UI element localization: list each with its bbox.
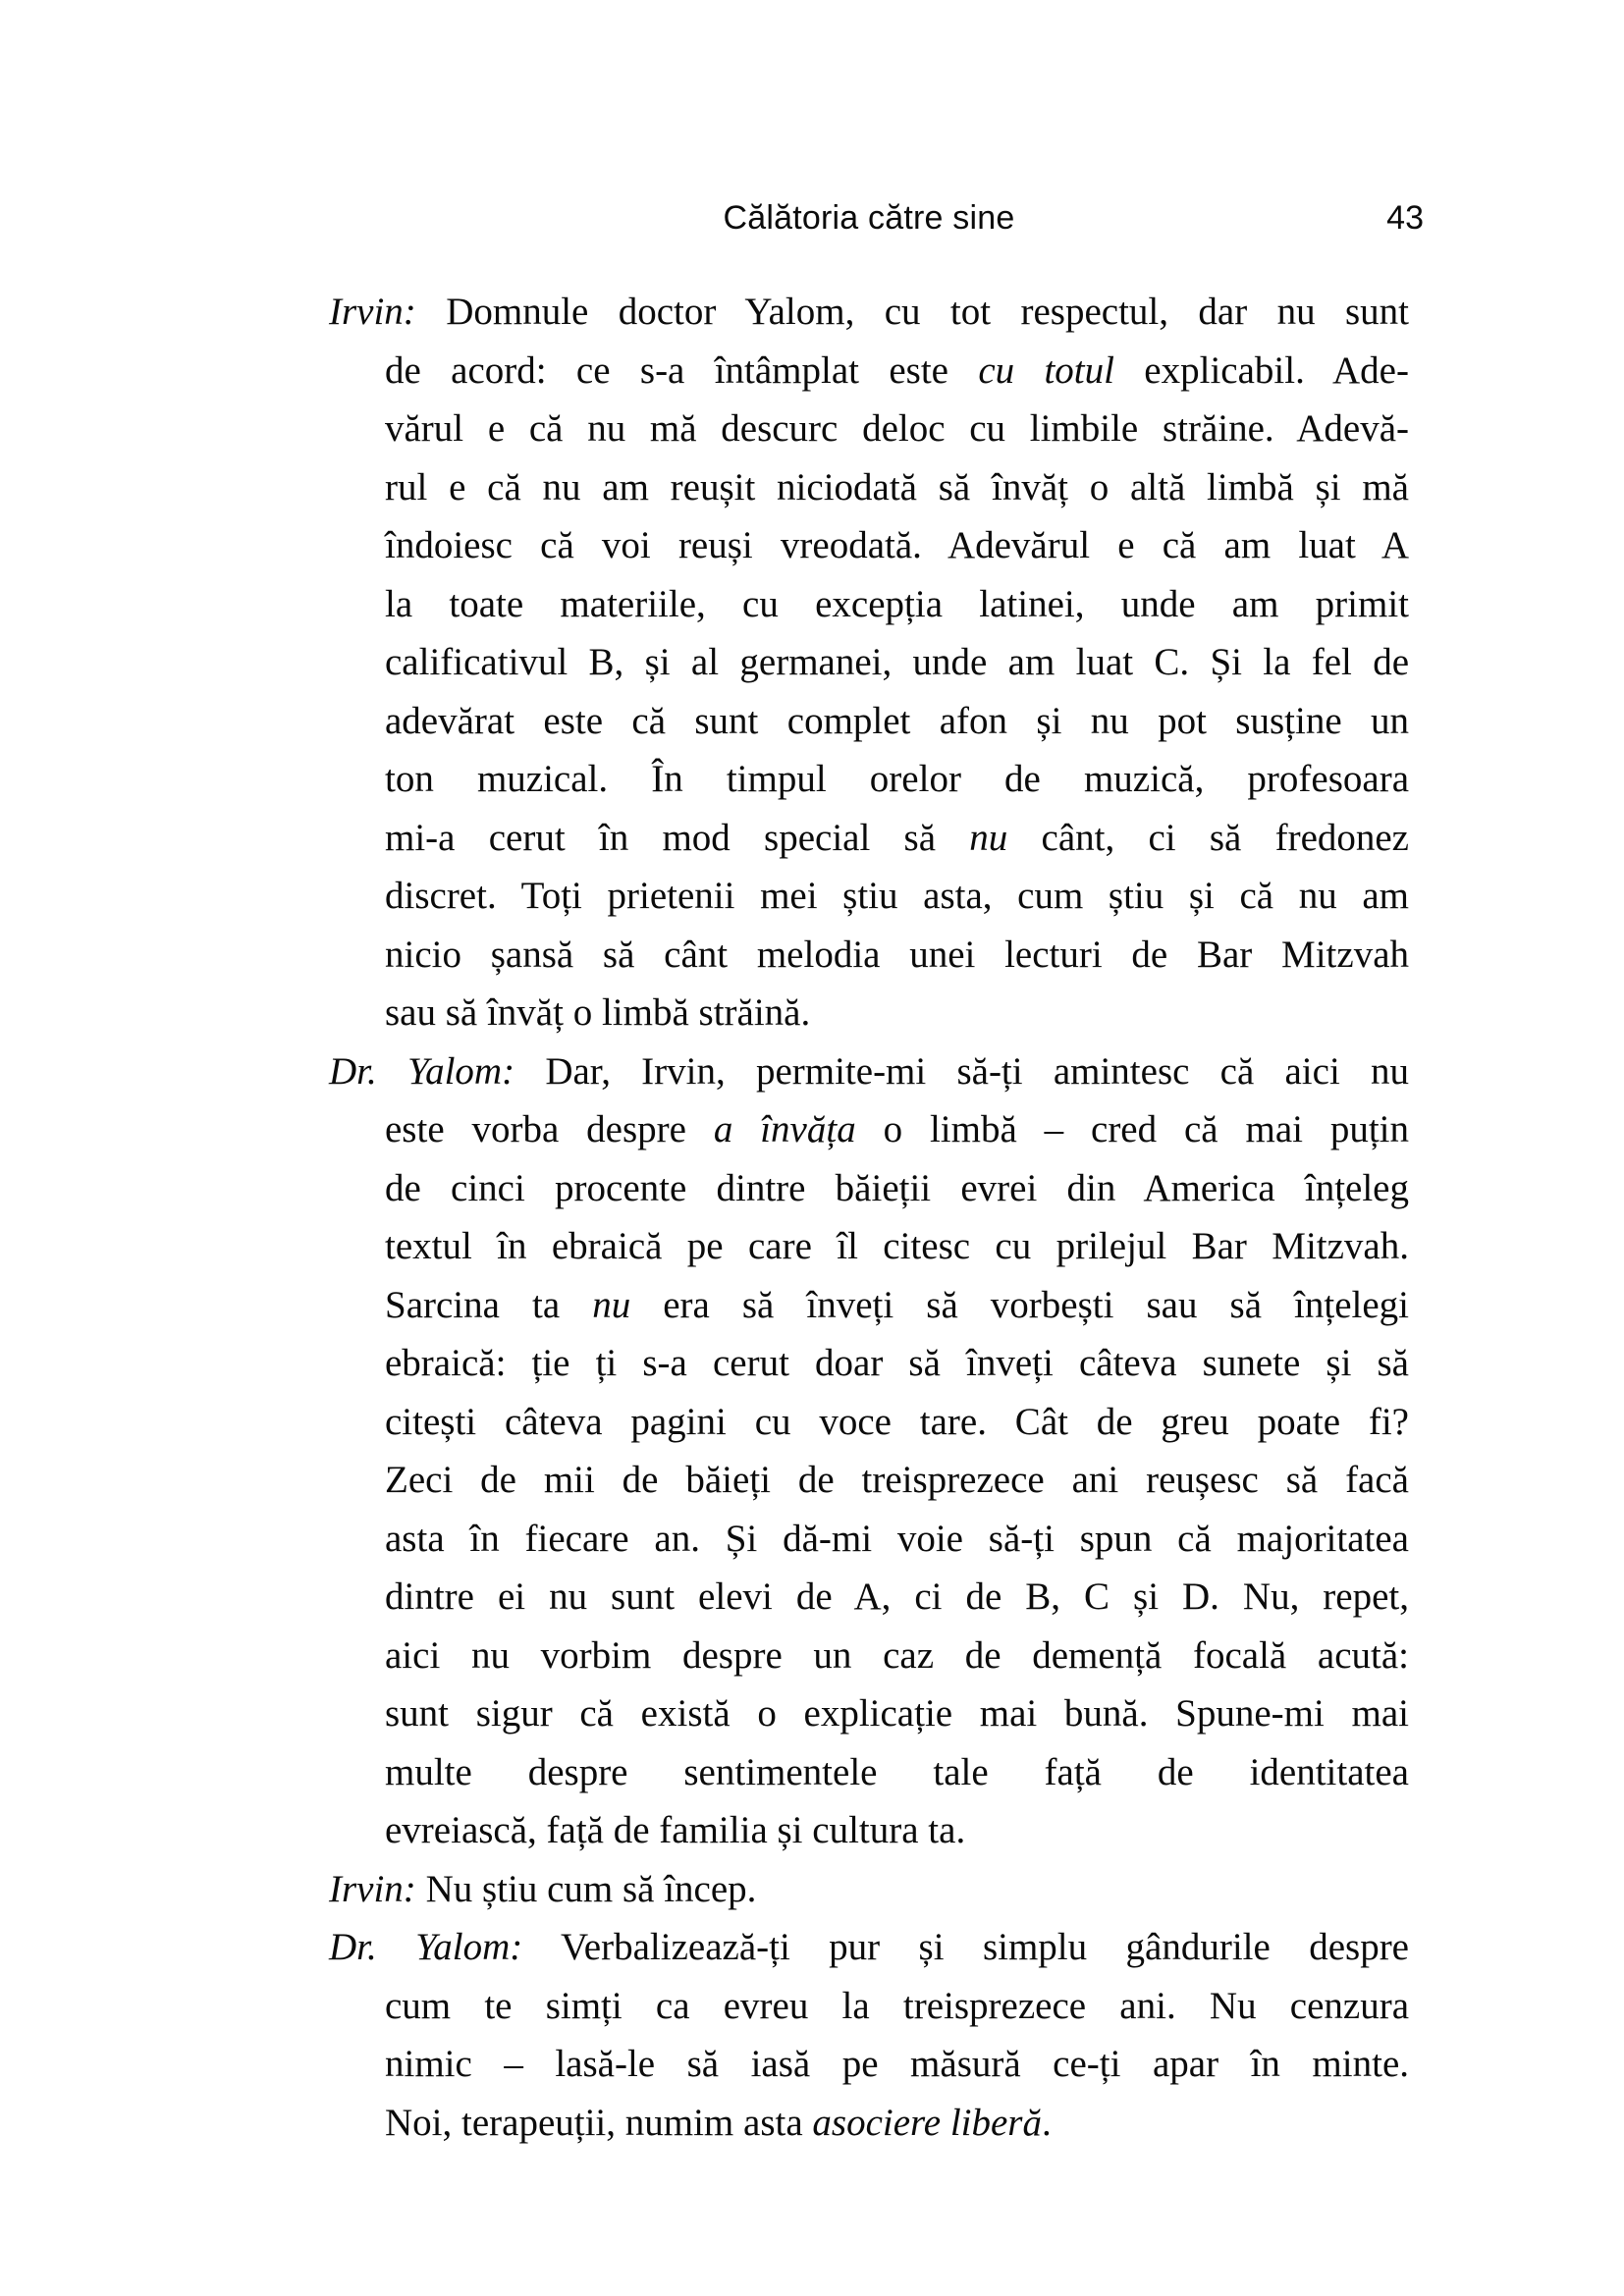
text-line [329,1217,1409,1276]
text-line [329,1918,1409,1977]
text-run: nicio șansă să cânt melodia unei lecturi de Bar Mitzvah [385,933,1409,976]
text-line [329,1684,1409,1743]
text-line [329,1276,1409,1335]
text-line [329,1042,1409,1101]
text-line [329,1393,1409,1452]
text-run: Zeci de mii de băieți de treisprezece ani reușesc să facă [385,1459,1409,1501]
text-line [329,400,1409,458]
page-header [329,197,1409,242]
dialogue-paragraph [329,1918,1409,2152]
text-run: mi-a cerut în mod special să [385,816,970,859]
text-line [329,458,1409,517]
text-line [329,867,1409,926]
text-run: ton muzical. În timpul orelor de muzică, profesoara [385,758,1409,800]
text-line [329,2035,1409,2094]
text-run: de cinci procente dintre băieții evrei din America înțeleg [385,1166,1409,1209]
italic-text: Dr. Yalom: [329,1049,515,1093]
text-line [329,1743,1409,1802]
text-run: textul în ebraică pe care îl citesc cu prilejul Bar Mitzvah. [385,1225,1409,1267]
italic-text: nu [969,816,1008,859]
italic-text: a învăța [713,1108,856,1150]
text-run: sau să învăț o limbă străină. [385,991,811,1034]
running-title: Călătoria către sine [723,199,1015,237]
italic-text: Irvin: [329,291,416,333]
text-line [329,516,1409,575]
text-line [329,984,1409,1042]
text-run: citești câteva pagini cu voce tare. Cât de greu poate fi? [385,1400,1409,1443]
text-line [329,2094,1409,2153]
text-run: de acord: ce s-a întâmplat este [385,348,979,392]
text-line [329,1977,1409,2036]
text-line [329,1334,1409,1393]
text-line [329,1801,1409,1860]
text-run: asta în fiecare an. Și dă-mi voie să-ți spun că majoritatea [385,1517,1409,1560]
text-run: adevărat este că sunt complet afon și nu pot susține un [385,699,1409,742]
text-line [329,283,1409,342]
text-run: la toate materiile, cu excepția latinei, unde am primit [385,582,1409,625]
italic-text: Dr. Yalom: [329,1926,523,1968]
text-line [329,633,1409,692]
text-run: Sarcina ta [385,1283,593,1326]
text-line [329,1159,1409,1218]
text-line [329,926,1409,985]
text-line [329,750,1409,809]
text-run: este vorba despre [385,1108,714,1150]
text-line [329,1860,1409,1919]
text-line [329,342,1409,400]
text-line [329,692,1409,751]
text-run: rul e că nu am reușit niciodată să învăț o altă limbă și mă [385,465,1409,508]
italic-text: cu totul [978,348,1114,392]
text-run: calificativul B, și al germanei, unde am luat C. Și la fel de [385,641,1409,683]
italic-text: Irvin: [329,1867,416,1910]
text-run: nimic – lasă-le să iasă pe măsură ce-ți apar în minte. [385,2043,1409,2085]
text-line [329,1451,1409,1510]
text-run: Nu știu cum să încep. [415,1867,757,1910]
text-run: sunt sigur că există o explicație mai bună. Spune-mi mai [385,1692,1409,1735]
text-line [329,1627,1409,1685]
text-line [329,575,1409,634]
text-line [329,809,1409,868]
dialogue-paragraph [329,1042,1409,1860]
text-run: Domnule doctor Yalom, cu tot respectul, dar nu sunt [415,291,1409,333]
text-run: discret. Toți prietenii mei știu asta, cum știu și că nu am [385,875,1409,917]
text-run: cânt, ci să fredonez [1007,816,1409,859]
text-line [329,1100,1409,1159]
dialogue-text [329,283,1409,2152]
text-line [329,1510,1409,1569]
dialogue-paragraph [329,283,1409,1042]
dialogue-paragraph [329,1860,1409,1919]
text-run: era să înveți să vorbești sau să înțelegi [630,1283,1410,1326]
text-run: . [1042,2101,1052,2144]
text-run: evreiască, față de familia și cultura ta. [385,1809,966,1851]
text-line [329,1568,1409,1627]
page-number: 43 [1386,199,1424,237]
text-run: dintre ei nu sunt elevi de A, ci de B, C și D. Nu, repet, [385,1575,1409,1618]
text-run: o limbă – cred că mai puțin [855,1108,1410,1150]
text-run: îndoiesc că voi reuși vreodată. Adevărul e că am luat A [385,524,1409,566]
text-run: Dar, Irvin, permite-mi să-ți amintesc că aici nu [514,1049,1409,1093]
text-run: ebraică: ție ți s-a cerut doar să înveți câteva sunete și să [385,1342,1409,1384]
text-run: aici nu vorbim despre un caz de demență focală acută: [385,1633,1409,1677]
text-run: Noi, terapeuții, numim asta [385,2101,813,2144]
text-run: vărul e că nu mă descurc deloc cu limbile străine. Adevă- [385,407,1409,450]
text-run: Verbalizează-ți pur și simplu gândurile despre [522,1926,1409,1968]
italic-text: nu [592,1283,631,1326]
text-run: explicabil. Ade- [1113,348,1409,392]
text-run: cum te simți ca evreu la treisprezece ani. Nu cenzura [385,1984,1409,2027]
text-run: multe despre sentimentele tale față de identitatea [385,1750,1409,1793]
italic-text: asociere liberă [812,2101,1042,2144]
